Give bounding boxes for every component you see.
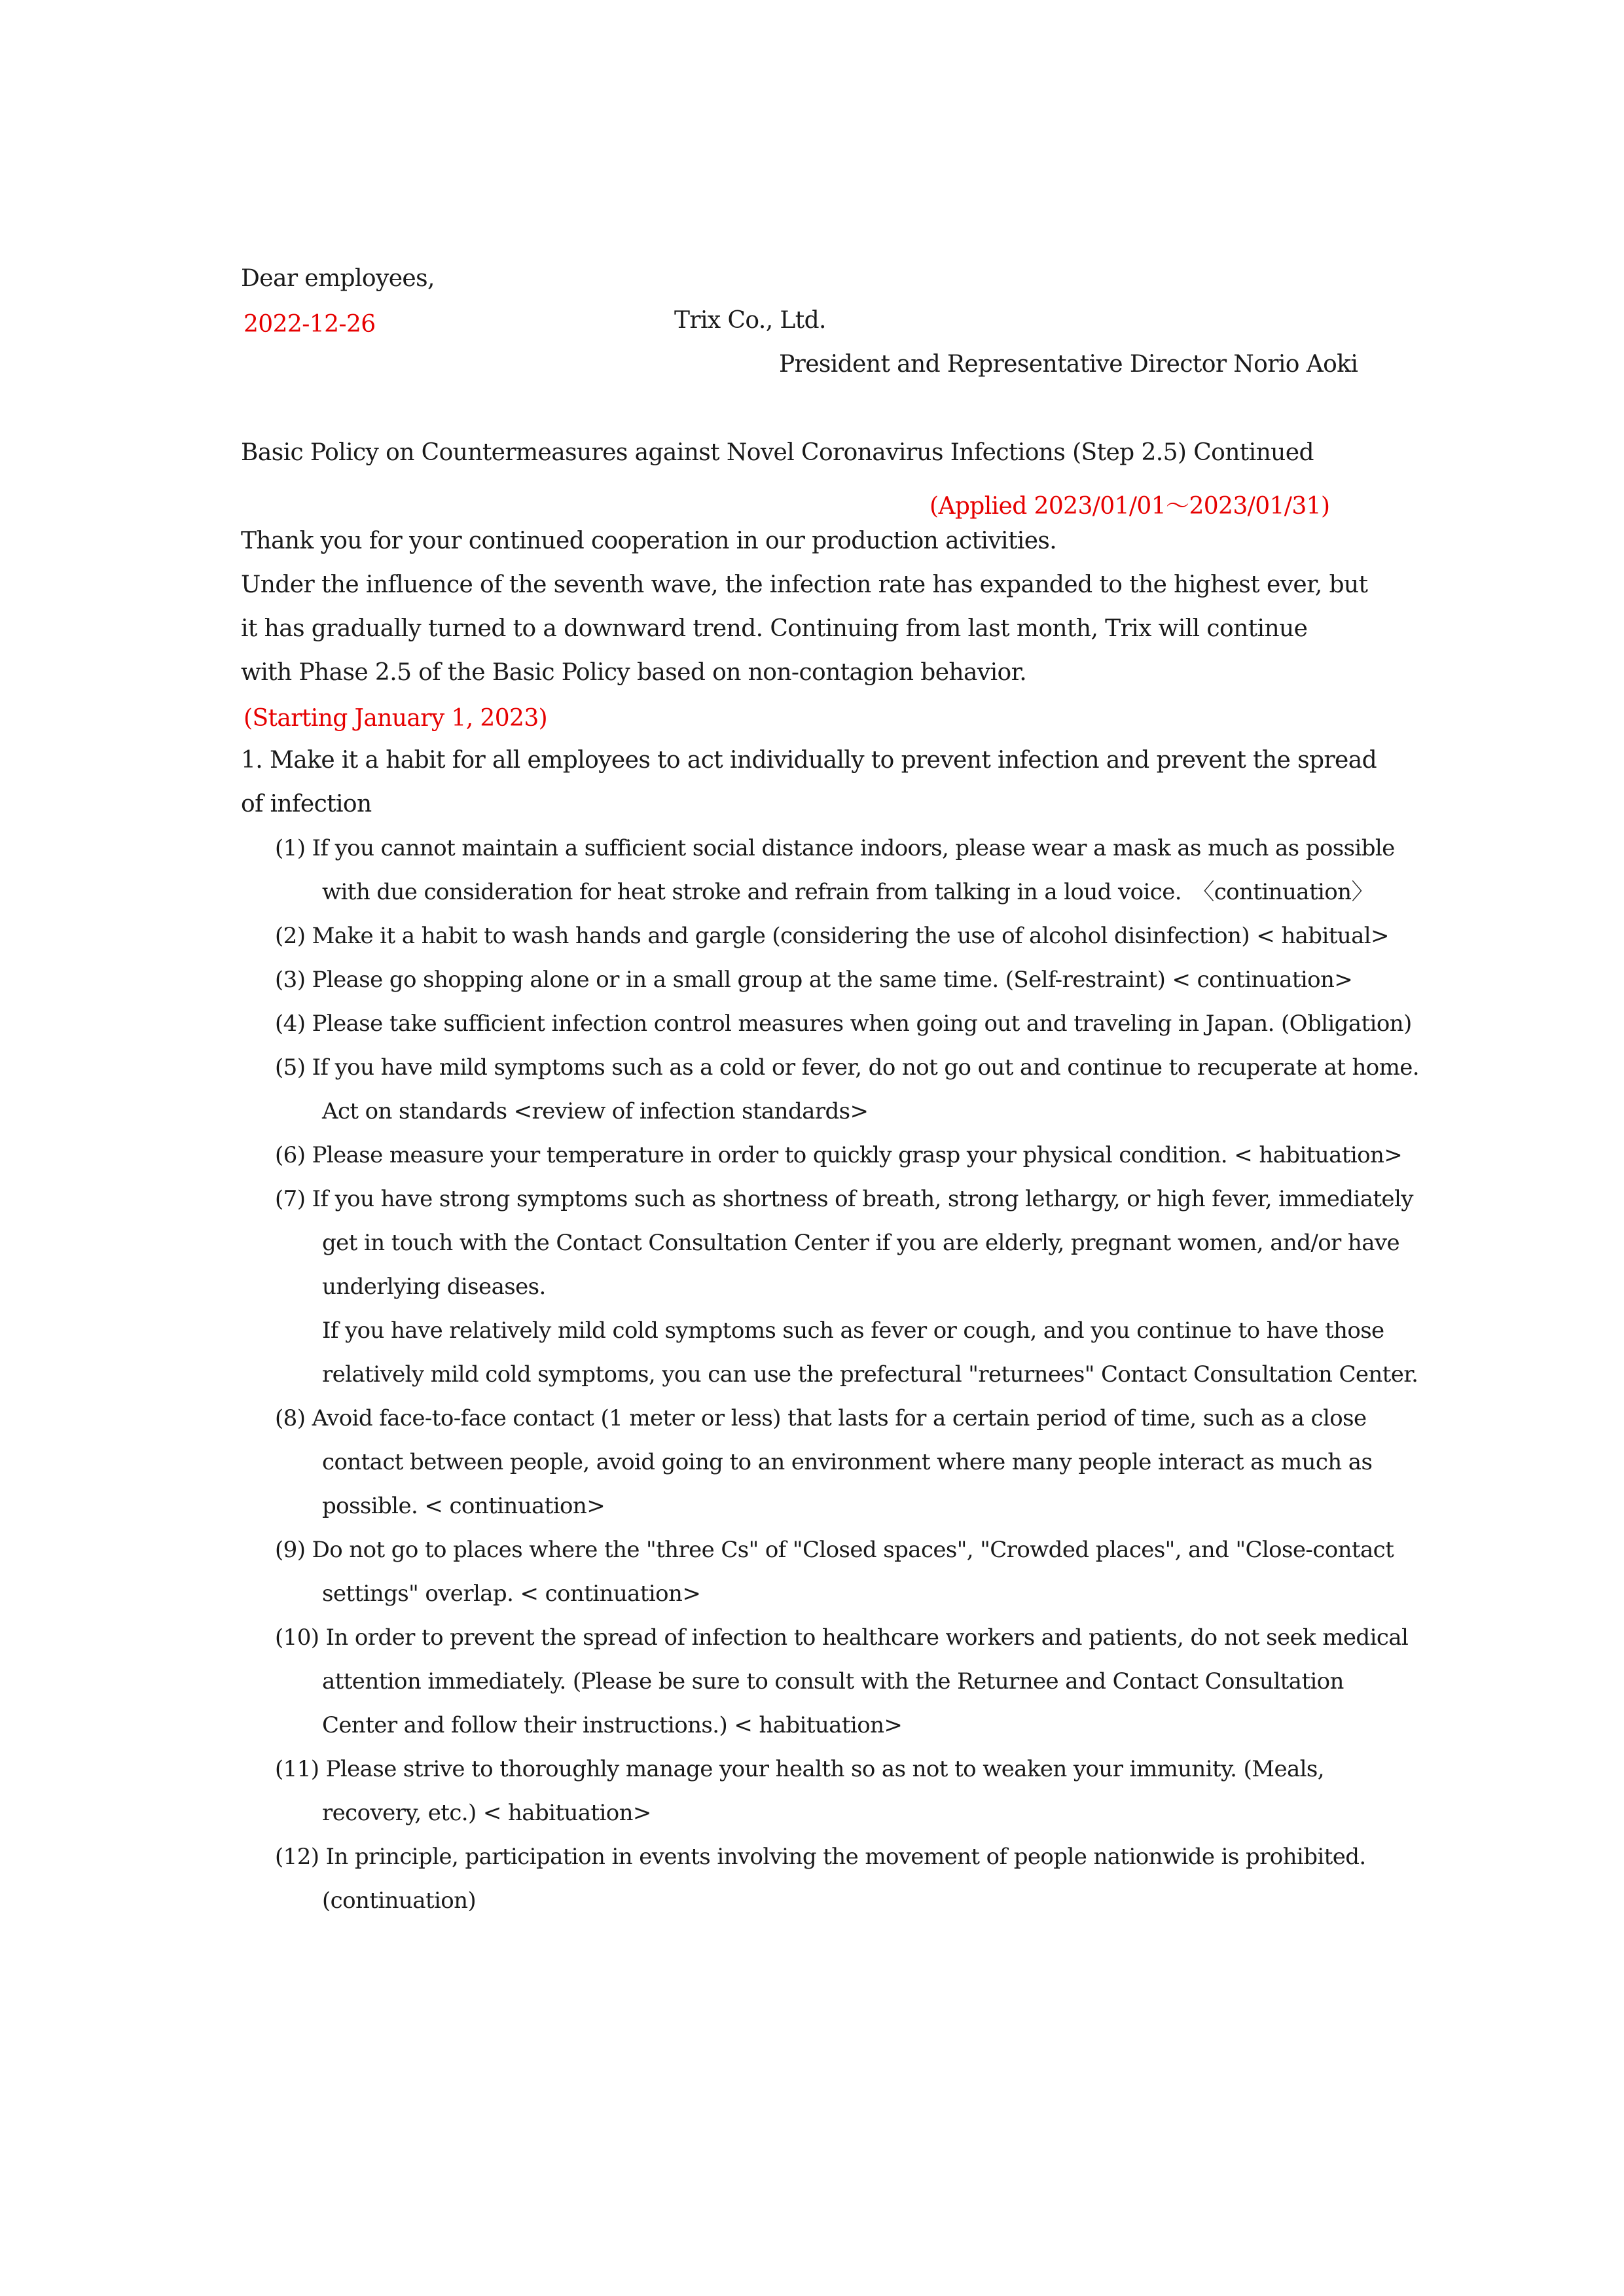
list-item-11-cont: recovery, etc.) < habituation> — [322, 1800, 651, 1826]
salutation: Dear employees, — [241, 265, 435, 292]
list-item-10-cont-1: attention immediately. (Please be sure to consult with the Returnee and Contact Consultation — [322, 1668, 1344, 1695]
document-title: Basic Policy on Countermeasures against Novel Coronavirus Infections (Step 2.5) Continued — [241, 439, 1314, 466]
company-name: Trix Co., Ltd. — [674, 307, 826, 334]
list-item-10: (10) In order to prevent the spread of infection to healthcare workers and patients, do not seek medical — [275, 1624, 1409, 1651]
list-item-2: (2) Make it a habit to wash hands and gargle (considering the use of alcohol disinfection) < habitual> — [275, 923, 1389, 949]
list-item-7-cont-1: get in touch with the Contact Consultation Center if you are elderly, pregnant women, and/or have — [322, 1230, 1400, 1256]
intro-line-2: Under the influence of the seventh wave, the infection rate has expanded to the highest ever, but — [241, 571, 1368, 598]
intro-line-3: it has gradually turned to a downward trend. Continuing from last month, Trix will continue — [241, 615, 1308, 642]
intro-line-1: Thank you for your continued cooperation in our production activities. — [241, 528, 1057, 554]
list-item-7-cont-2: underlying diseases. — [322, 1274, 546, 1300]
list-item-5: (5) If you have mild symptoms such as a cold or fever, do not go out and continue to recuperate at home. — [275, 1054, 1419, 1081]
signatory: President and Representative Director Norio Aoki — [779, 351, 1358, 378]
list-item-12-cont: (continuation) — [322, 1888, 477, 1914]
intro-line-4: with Phase 2.5 of the Basic Policy based on non-contagion behavior. — [241, 659, 1027, 686]
section-1-heading: 1. Make it a habit for all employees to act individually to prevent infection and prevent the spread — [241, 747, 1377, 774]
list-item-5-cont: Act on standards <review of infection standards> — [322, 1098, 869, 1124]
list-item-12: (12) In principle, participation in events involving the movement of people nationwide is prohibited. — [275, 1844, 1366, 1870]
list-item-9: (9) Do not go to places where the "three Cs" of "Closed spaces", "Crowded places", and "Close-contact — [275, 1537, 1394, 1563]
starting-note: (Starting January 1, 2023) — [244, 705, 548, 732]
list-item-8: (8) Avoid face-to-face contact (1 meter or less) that lasts for a certain period of time, such as a close — [275, 1405, 1367, 1431]
list-item-1-cont: with due consideration for heat stroke and refrain from talking in a loud voice. 〈continuation〉 — [322, 879, 1373, 905]
section-1-heading-cont: of infection — [241, 791, 372, 817]
list-item-7: (7) If you have strong symptoms such as shortness of breath, strong lethargy, or high fever, immediately — [275, 1186, 1413, 1212]
list-item-10-cont-2: Center and follow their instructions.) < habituation> — [322, 1712, 903, 1738]
document-date: 2022-12-26 — [244, 311, 376, 338]
list-item-11: (11) Please strive to thoroughly manage your health so as not to weaken your immunity. (Meals, — [275, 1756, 1324, 1782]
list-item-4: (4) Please take sufficient infection control measures when going out and traveling in Japan. (Obligation) — [275, 1011, 1412, 1037]
list-item-6: (6) Please measure your temperature in order to quickly grasp your physical condition. < habituation> — [275, 1142, 1403, 1168]
list-item-7-cont-3: If you have relatively mild cold symptoms such as fever or cough, and you continue to have those — [322, 1318, 1384, 1344]
list-item-9-cont: settings" overlap. < continuation> — [322, 1581, 701, 1607]
applied-period: (Applied 2023/01/01～2023/01/31) — [929, 493, 1330, 520]
list-item-8-cont-2: possible. < continuation> — [322, 1493, 605, 1519]
list-item-3: (3) Please go shopping alone or in a small group at the same time. (Self-restraint) < continuation> — [275, 967, 1353, 993]
list-item-7-cont-4: relatively mild cold symptoms, you can use the prefectural "returnees" Contact Consultation Center. — [322, 1361, 1418, 1388]
list-item-1: (1) If you cannot maintain a sufficient social distance indoors, please wear a mask as much as possible — [275, 835, 1395, 861]
list-item-8-cont-1: contact between people, avoid going to an environment where many people interact as much as — [322, 1449, 1373, 1475]
